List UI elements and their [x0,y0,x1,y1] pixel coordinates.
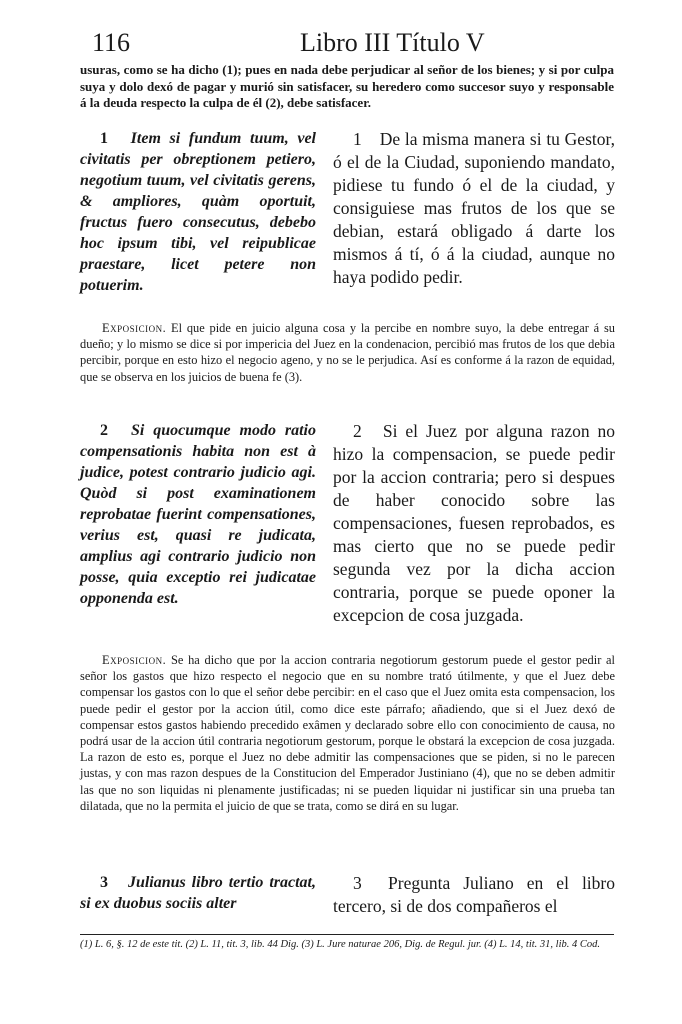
exposition-text-2: Se ha dicho que por la accion contraria negotiorum gestorum puede el gestor pedir al señor los gastos que hizo respecto el negocio que en su nombre trató útilmente, y que el Juez debe compensar los gastos con lo que el señor debe percibir: en el caso que el Juez omita esta compensacion, los puede pedir el gestor por la accion útil, como dice este párrafo; añadiendo, que si el Juez dexó de compensar estos gastos habiendo precedido exâmen y declarado sobre ello con conocimiento de causa, no podrá usar de la accion útil contraria negotiorum gestorum, porque le obstará la excepcion de cosa juzgada. La razon de esto es, porque el Juez no debe admitir las compensaciones que se piden, si no le parecen justas, y con mas razon despues de la Constitucion del Emperador Justiniano (4), que no se deben admitir las que no son liquidas ni plenamente justificadas; ni se pueden liquidar ni justificar sin una prueba tan dilatada, que no la permita el juicio de que se trata, como se dirá en su lugar. [80,653,615,813]
page-number: 116 [92,28,131,57]
spanish-paragraph-3 [333,872,615,918]
exposition-2 [80,652,615,814]
spanish-text-1: De la misma manera si tu Gestor, ó el de la Ciudad, suponiendo mandato, pidiese tu fundo ó el de la ciudad, y consiguiese mas frutos de los que se debian, estará obligado á darte los mismos á tí, ó á la ciudad, aunque no haya podido pedir. [333,129,616,287]
spanish-number-2: 2 [353,421,362,441]
latin-text-1: Item si fundum tuum, vel civitatis per obreptionem petiero, negotium tuum, vel civitatis gerens, & ampliores, quàm oportuit, fructus fuero consecutus, debebo hoc ipsum tibi, vel reipublicae praestare, licet petere non potuerim. [80,130,317,294]
latin-paragraph-2 [80,420,316,609]
exposition-label-2: Exposicion. [102,653,167,667]
spanish-paragraph-1 [333,128,615,289]
spanish-text-2: Si el Juez por alguna razon no hizo la compensacion, se puede pedir por la accion contraria; pero si despues de haber conocido sobre las compensaciones, fuesen reprobados, es mas cierto que no se puede pedir segunda vez por la dicha accion contraria, porque se puede oponer la excepcion de cosa juzgada. [333,421,615,625]
latin-text-2: Si quocumque modo ratio compensationis habita non est à judice, potest contrario judicio agi. Quòd si post examinationem reprobatae fuerint compensationes, verius est, quasi re judicata, amplius agi contrario judicio non posse, quia exceptio rei judicatae opponenda est. [80,422,316,607]
latin-number-2: 2 [100,422,108,439]
exposition-text-1: El que pide en juicio alguna cosa y la percibe en nombre suyo, la debe entregar á su dueño; y lo mismo se dice si por impericia del Juez en la condenacion, percibió mas frutos de los que debia percibir, porque en esto hizo el negocio ageno, y no se le perjudica. Así es conforme á la razon de equidad, que se observa en los juicios de buena fe (3). [80,321,615,384]
exposition-1 [80,320,615,385]
exposition-label-1: Exposicion. [102,321,167,335]
intro-paragraph: usuras, como se ha dicho (1); pues en nada debe perjudicar al señor de los bienes; y si por culpa suya y dolo dexó de pagar y murió sin satisfacer, su heredero como succesor suyo y responsable á la deuda respecto la culpa de él (2), debe satisfacer. [80,62,614,110]
running-title: Libro III Título V [300,28,485,57]
latin-text-3: Julianus libro tertio tractat, si ex duobus sociis alter [80,874,316,912]
footnote-rule [80,934,614,935]
running-header [0,28,682,62]
latin-number-1: 1 [100,130,108,147]
spanish-number-3: 3 [353,873,362,893]
latin-paragraph-3 [80,872,316,914]
latin-paragraph-1 [80,128,316,296]
spanish-paragraph-2 [333,420,615,627]
footnotes: (1) L. 6, §. 12 de este tit. (2) L. 11, tit. 3, lib. 44 Dig. (3) L. Jure naturae 206, Dig. de Regul. jur. (4) L. 14, tit. 31, lib. 4 Cod. [80,939,601,950]
latin-number-3: 3 [100,874,108,891]
spanish-number-1: 1 [353,129,362,149]
spanish-text-3: Pregunta Juliano en el libro tercero, si de dos compañeros el [333,873,615,916]
